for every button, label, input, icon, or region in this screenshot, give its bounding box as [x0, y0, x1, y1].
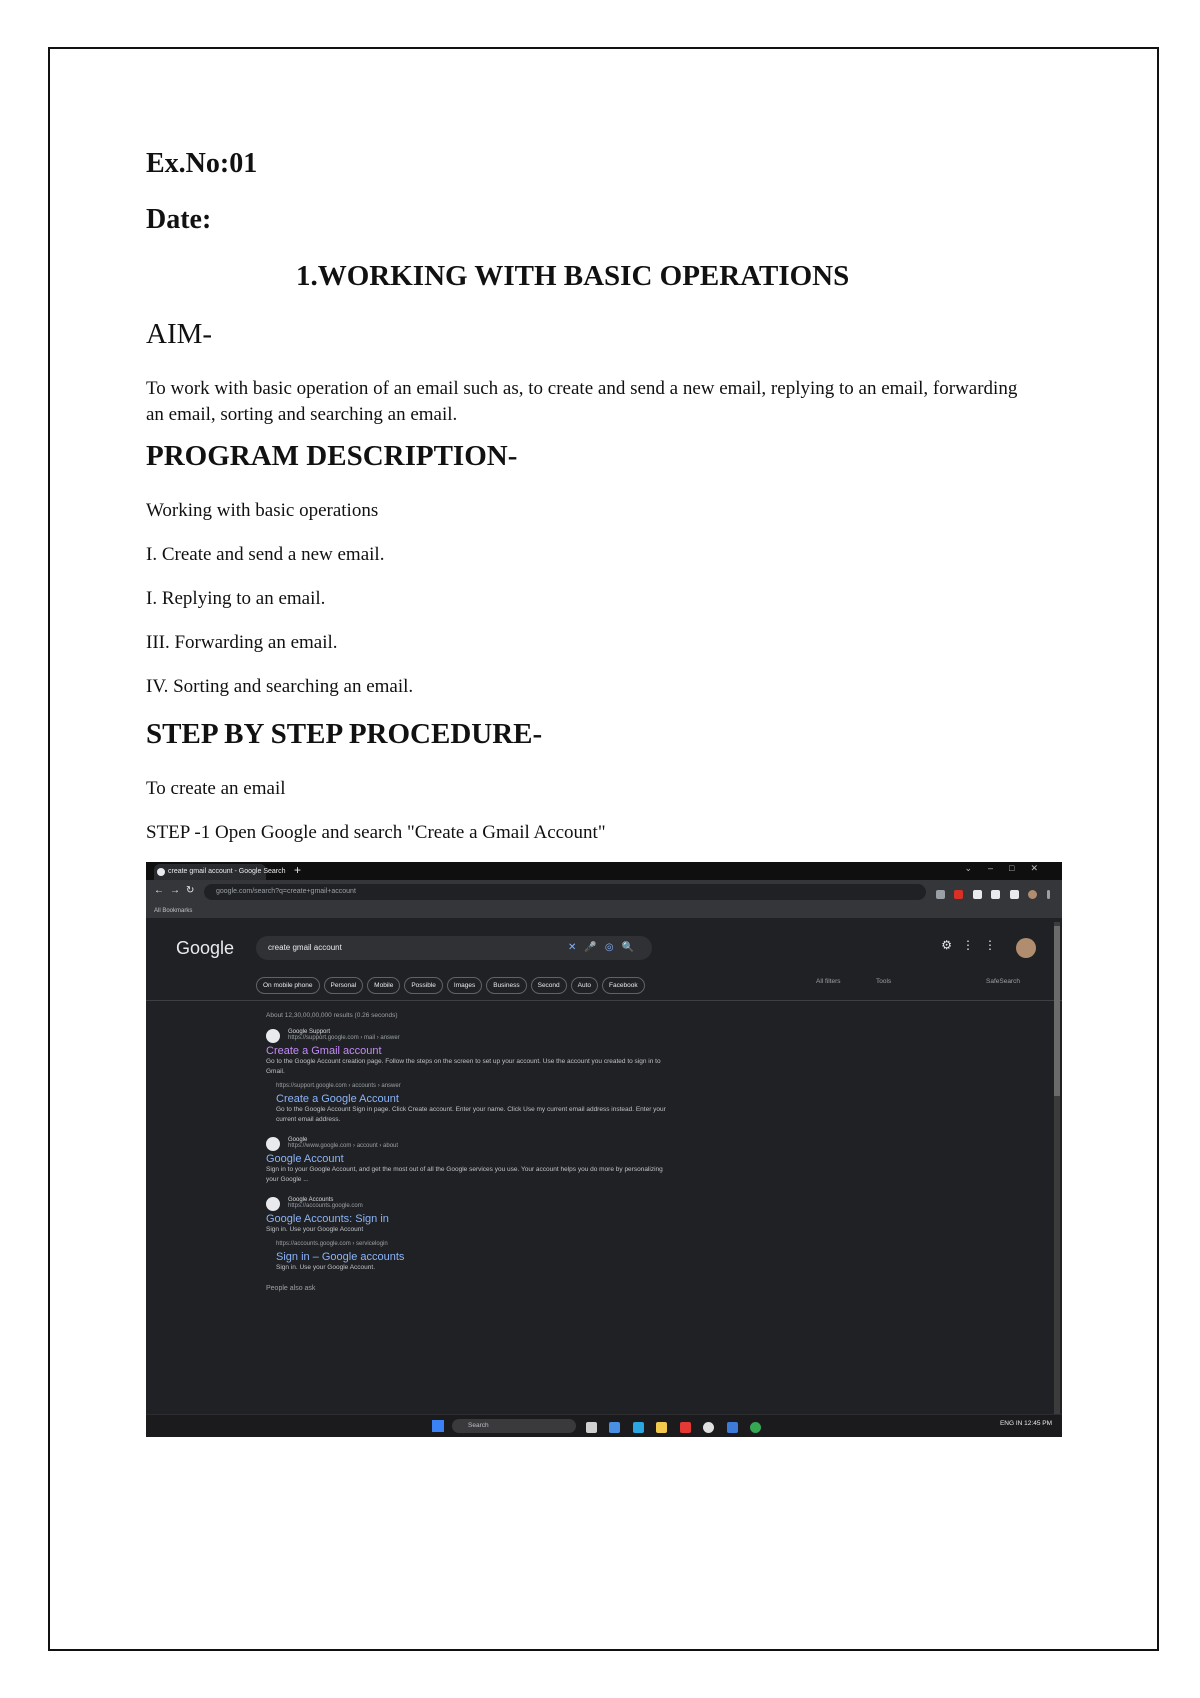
sub-result [266, 1241, 666, 1273]
puzzle-icon [973, 890, 982, 899]
result-url: https://www.google.com › account › about [288, 1143, 399, 1149]
program-item-1: I. Create and send a new email. [146, 544, 385, 565]
taskbar-apps [586, 1420, 769, 1438]
chip: Images [447, 977, 482, 994]
procedure-heading: STEP BY STEP PROCEDURE- [146, 718, 543, 750]
result-snippet: Sign in. Use your Google Account [266, 1226, 364, 1233]
chip: Mobile [367, 977, 400, 994]
document-title: 1.WORKING WITH BASIC OPERATIONS [296, 260, 850, 292]
embedded-browser-screenshot [146, 862, 1062, 1437]
youtube-icon [680, 1422, 691, 1433]
tab-title: create gmail account - Google Search [168, 868, 286, 875]
windows-taskbar [146, 1414, 1062, 1437]
google-logo: Google [176, 938, 235, 958]
taskbar-search: Search [452, 1419, 576, 1433]
sub-result-snippet: Sign in. Use your Google Account. [276, 1264, 376, 1271]
edge-icon [633, 1422, 644, 1433]
task-view-icon [586, 1422, 597, 1433]
search-actions-icon: ✕🎤◎🔍 [567, 942, 642, 953]
result-snippet: Sign in to your Google Account, and get the most out of all the Google services you use. Your account helps you do more by personalizing your Google ... [266, 1166, 663, 1183]
result-stats: About 12,30,00,00,000 results (0.26 seconds) [266, 1012, 398, 1019]
sub-result-url: https://support.google.com › accounts › answer [276, 1083, 401, 1089]
result-url: https://support.google.com › mail › answer [288, 1035, 400, 1041]
result-snippet: Go to the Google Account creation page. Follow the steps on the screen to set up your account. Use the account you created to sign in to Gmail. [266, 1058, 661, 1075]
chip: Facebook [602, 977, 645, 994]
program-item-2: I. Replying to an email. [146, 588, 326, 609]
sub-result-title: Create a Google Account [276, 1093, 399, 1105]
browser-tab-bar [146, 862, 1062, 880]
google-favicon-icon [266, 1137, 280, 1151]
menu-kebab-icon [1047, 890, 1050, 899]
search-result [266, 1197, 666, 1273]
window-controls-icon: ⌄–□✕ [964, 863, 1054, 873]
program-item-3: III. Forwarding an email. [146, 632, 338, 653]
google-favicon-icon [266, 1029, 280, 1043]
store-icon [609, 1422, 620, 1433]
search-chips [256, 974, 716, 994]
procedure-step-1: STEP -1 Open Google and search "Create a Gmail Account" [146, 822, 606, 843]
chip: Possible [404, 977, 443, 994]
chip: Business [486, 977, 526, 994]
sub-result-title: Sign in – Google accounts [276, 1251, 405, 1263]
extension-icon [954, 890, 963, 899]
chip: Auto [571, 977, 598, 994]
browser-toolbar [146, 880, 1062, 904]
exercise-number: Ex.No:01 [146, 148, 258, 179]
github-icon [703, 1422, 714, 1433]
system-tray: ENG IN 12:45 PM [999, 1420, 1052, 1427]
tools: Tools [876, 978, 892, 985]
result-site: Google Support [288, 1029, 331, 1035]
google-search-box [256, 936, 652, 960]
vscode-icon [727, 1422, 738, 1433]
sidepanel-icon [1010, 890, 1019, 899]
scroll-thumb [1054, 926, 1060, 1096]
date-label: Date: [146, 204, 212, 235]
windows-start-icon [432, 1420, 444, 1432]
program-description-heading: PROGRAM DESCRIPTION- [146, 440, 518, 472]
chrome-icon [750, 1422, 761, 1433]
google-favicon-icon [266, 1197, 280, 1211]
chip: Personal [324, 977, 364, 994]
account-avatar [1016, 938, 1036, 958]
sub-result-snippet: Go to the Google Account Sign in page. Click Create account. Enter your name. Click Use my current email address instead. Enter your current email address. [276, 1106, 666, 1123]
result-url: https://accounts.google.com [288, 1203, 363, 1209]
bookmarks-bar: All Bookmarks [146, 904, 1062, 918]
all-filters: All filters [816, 978, 841, 985]
result-site: Google [288, 1137, 308, 1143]
search-results [266, 1012, 666, 1292]
result-title: Google Accounts: Sign in [266, 1213, 389, 1225]
extension-icons [936, 886, 1055, 904]
search-result [266, 1137, 666, 1185]
result-site: Google Accounts [288, 1197, 334, 1203]
aim-text: To work with basic operation of an email such as, to create and send a new email, replying to an email, forwarding an email, sorting and searching an email. [146, 378, 1018, 425]
sub-result-url: https://accounts.google.com › servicelogin [276, 1241, 388, 1247]
program-item-4: IV. Sorting and searching an email. [146, 676, 414, 697]
chip: On mobile phone [256, 977, 320, 994]
scrollbar [1054, 922, 1060, 1422]
folder-icon [656, 1422, 667, 1433]
sub-result [266, 1083, 666, 1125]
people-also-ask: People also ask [266, 1285, 316, 1292]
program-intro: Working with basic operations [146, 500, 379, 521]
result-title: Create a Gmail account [266, 1045, 382, 1057]
address-bar: google.com/search?q=create+gmail+account [204, 884, 926, 900]
google-header [146, 918, 1062, 1001]
download-icon [991, 890, 1000, 899]
profile-avatar-icon [1028, 890, 1037, 899]
google-favicon-icon [157, 868, 165, 876]
procedure-intro: To create an email [146, 778, 286, 799]
settings-apps-icon: ⚙⋮⋮ [941, 938, 1006, 952]
chip: Second [531, 977, 567, 994]
browser-tab [154, 864, 286, 880]
bookmark-star-icon [936, 890, 945, 899]
new-tab-icon: + [294, 863, 302, 877]
search-query: create gmail account [268, 943, 342, 952]
aim-heading: AIM- [146, 318, 213, 350]
result-title: Google Account [266, 1153, 344, 1165]
nav-buttons-icon: ←→↻ [154, 885, 201, 896]
search-result [266, 1029, 666, 1125]
safesearch: SafeSearch [986, 978, 1020, 985]
